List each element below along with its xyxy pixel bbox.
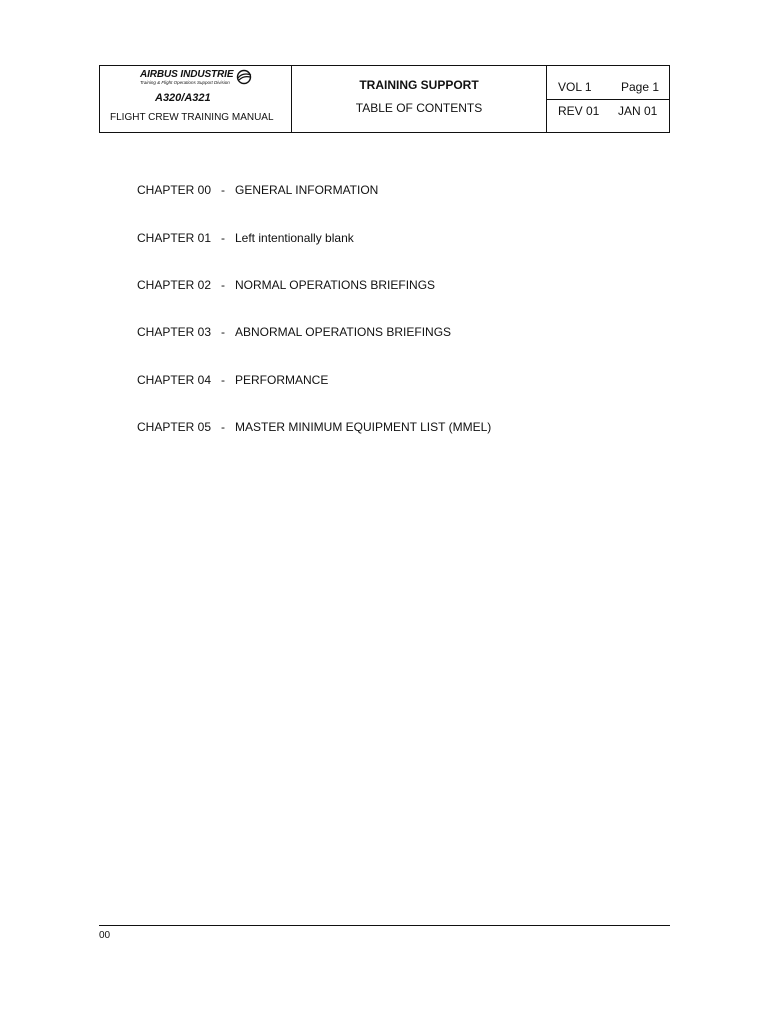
- chapter-separator: -: [221, 420, 225, 434]
- aircraft-model: A320/A321: [155, 92, 211, 104]
- airbus-logo: [140, 69, 260, 91]
- chapter-entry: [137, 420, 491, 434]
- chapter-number: CHAPTER 05: [137, 420, 212, 434]
- revision-label: REV 01: [558, 104, 600, 118]
- chapter-title: PERFORMANCE: [235, 373, 329, 387]
- footer-code: 00: [99, 930, 111, 941]
- chapter-title: NORMAL OPERATIONS BRIEFINGS: [235, 278, 436, 292]
- section-title: TRAINING SUPPORT: [359, 78, 479, 92]
- brand-name: AIRBUS INDUSTRIE: [140, 69, 234, 80]
- page-label: Page 1: [621, 80, 660, 94]
- chapter-entry: [137, 325, 451, 339]
- chapter-number: CHAPTER 00: [137, 183, 212, 197]
- chapter-entry: [137, 231, 354, 245]
- brand-subtitle: Training & Flight Operations Support Division: [140, 80, 230, 85]
- chapter-number: CHAPTER 02: [137, 278, 212, 292]
- header-center-panel: [292, 66, 547, 132]
- chapter-entry: [137, 373, 328, 387]
- chapter-separator: -: [221, 325, 225, 339]
- chapter-title: MASTER MINIMUM EQUIPMENT LIST (MMEL): [235, 420, 492, 434]
- chapter-title: GENERAL INFORMATION: [235, 183, 379, 197]
- chapter-entry: [137, 278, 435, 292]
- manual-title: FLIGHT CREW TRAINING MANUAL: [110, 112, 274, 123]
- chapter-number: CHAPTER 01: [137, 231, 212, 245]
- footer-divider: [99, 925, 670, 926]
- chapter-separator: -: [221, 278, 225, 292]
- chapter-title: ABNORMAL OPERATIONS BRIEFINGS: [235, 325, 452, 339]
- airbus-logo-icon: [236, 69, 252, 85]
- chapter-separator: -: [221, 373, 225, 387]
- chapter-title: Left intentionally blank: [235, 231, 354, 245]
- chapter-separator: -: [221, 183, 225, 197]
- chapter-entry: [137, 183, 378, 197]
- header-right-panel: [547, 66, 670, 132]
- section-subtitle: TABLE OF CONTENTS: [355, 101, 483, 115]
- chapter-number: CHAPTER 04: [137, 373, 212, 387]
- chapter-number: CHAPTER 03: [137, 325, 212, 339]
- document-header: [99, 65, 670, 133]
- date-label: JAN 01: [618, 104, 658, 118]
- chapter-separator: -: [221, 231, 225, 245]
- volume-label: VOL 1: [558, 80, 592, 94]
- header-left-panel: [100, 66, 292, 132]
- header-right-divider: [547, 99, 670, 100]
